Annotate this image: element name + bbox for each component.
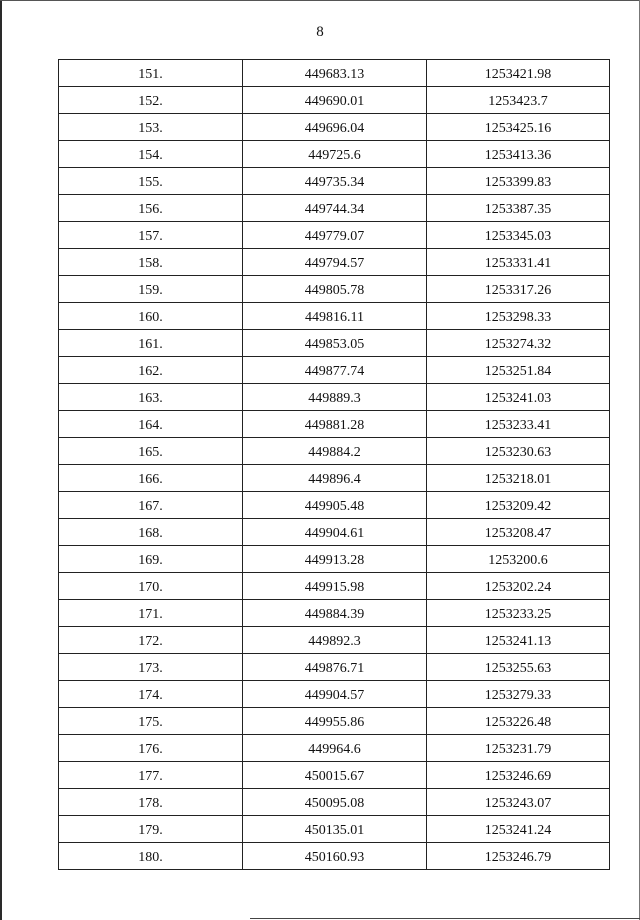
point-number-cell: 157. [59, 222, 243, 249]
table-row [59, 762, 610, 789]
y-coordinate-cell: 1253233.25 [427, 600, 610, 627]
x-coordinate-cell: 449881.28 [243, 411, 427, 438]
table-row [59, 681, 610, 708]
y-coordinate-cell: 1253421.98 [427, 60, 610, 87]
y-coordinate-cell: 1253274.32 [427, 330, 610, 357]
table-row [59, 168, 610, 195]
y-coordinate-cell: 1253251.84 [427, 357, 610, 384]
table-row [59, 519, 610, 546]
y-coordinate-cell: 1253345.03 [427, 222, 610, 249]
x-coordinate-cell: 449905.48 [243, 492, 427, 519]
y-coordinate-cell: 1253208.47 [427, 519, 610, 546]
table-row [59, 330, 610, 357]
table-row [59, 249, 610, 276]
point-number-cell: 152. [59, 87, 243, 114]
x-coordinate-cell: 449725.6 [243, 141, 427, 168]
point-number-cell: 154. [59, 141, 243, 168]
point-number-cell: 164. [59, 411, 243, 438]
table-row [59, 141, 610, 168]
x-coordinate-cell: 449915.98 [243, 573, 427, 600]
x-coordinate-cell: 449904.61 [243, 519, 427, 546]
y-coordinate-cell: 1253425.16 [427, 114, 610, 141]
x-coordinate-cell: 449955.86 [243, 708, 427, 735]
table-row [59, 303, 610, 330]
x-coordinate-cell: 449816.11 [243, 303, 427, 330]
point-number-cell: 173. [59, 654, 243, 681]
table-row [59, 708, 610, 735]
point-number-cell: 179. [59, 816, 243, 843]
x-coordinate-cell: 450135.01 [243, 816, 427, 843]
point-number-cell: 172. [59, 627, 243, 654]
x-coordinate-cell: 449683.13 [243, 60, 427, 87]
table-row [59, 222, 610, 249]
point-number-cell: 158. [59, 249, 243, 276]
point-number-cell: 155. [59, 168, 243, 195]
y-coordinate-cell: 1253255.63 [427, 654, 610, 681]
point-number-cell: 153. [59, 114, 243, 141]
point-number-cell: 176. [59, 735, 243, 762]
y-coordinate-cell: 1253243.07 [427, 789, 610, 816]
point-number-cell: 156. [59, 195, 243, 222]
x-coordinate-cell: 449889.3 [243, 384, 427, 411]
y-coordinate-cell: 1253218.01 [427, 465, 610, 492]
table-row [59, 438, 610, 465]
table-row [59, 411, 610, 438]
coordinates-table-body [59, 60, 610, 870]
table-row [59, 627, 610, 654]
x-coordinate-cell: 449794.57 [243, 249, 427, 276]
table-row [59, 384, 610, 411]
point-number-cell: 177. [59, 762, 243, 789]
y-coordinate-cell: 1253226.48 [427, 708, 610, 735]
point-number-cell: 175. [59, 708, 243, 735]
table-row [59, 195, 610, 222]
x-coordinate-cell: 449896.4 [243, 465, 427, 492]
point-number-cell: 168. [59, 519, 243, 546]
x-coordinate-cell: 449876.71 [243, 654, 427, 681]
point-number-cell: 161. [59, 330, 243, 357]
x-coordinate-cell: 449779.07 [243, 222, 427, 249]
table-row [59, 789, 610, 816]
table-row [59, 843, 610, 870]
y-coordinate-cell: 1253298.33 [427, 303, 610, 330]
point-number-cell: 160. [59, 303, 243, 330]
x-coordinate-cell: 449904.57 [243, 681, 427, 708]
table-row [59, 735, 610, 762]
scan-edge-left [0, 0, 2, 920]
y-coordinate-cell: 1253279.33 [427, 681, 610, 708]
table-row [59, 600, 610, 627]
table-row [59, 357, 610, 384]
point-number-cell: 169. [59, 546, 243, 573]
table-row [59, 465, 610, 492]
x-coordinate-cell: 449853.05 [243, 330, 427, 357]
y-coordinate-cell: 1253399.83 [427, 168, 610, 195]
x-coordinate-cell: 449877.74 [243, 357, 427, 384]
point-number-cell: 180. [59, 843, 243, 870]
y-coordinate-cell: 1253246.69 [427, 762, 610, 789]
table-row [59, 114, 610, 141]
point-number-cell: 159. [59, 276, 243, 303]
table-row [59, 87, 610, 114]
x-coordinate-cell: 449913.28 [243, 546, 427, 573]
x-coordinate-cell: 449892.3 [243, 627, 427, 654]
y-coordinate-cell: 1253423.7 [427, 87, 610, 114]
y-coordinate-cell: 1253241.03 [427, 384, 610, 411]
table-row [59, 492, 610, 519]
y-coordinate-cell: 1253230.63 [427, 438, 610, 465]
point-number-cell: 165. [59, 438, 243, 465]
x-coordinate-cell: 449735.34 [243, 168, 427, 195]
y-coordinate-cell: 1253202.24 [427, 573, 610, 600]
scan-edge-top [0, 0, 640, 1]
point-number-cell: 151. [59, 60, 243, 87]
point-number-cell: 162. [59, 357, 243, 384]
y-coordinate-cell: 1253200.6 [427, 546, 610, 573]
x-coordinate-cell: 450160.93 [243, 843, 427, 870]
y-coordinate-cell: 1253317.26 [427, 276, 610, 303]
x-coordinate-cell: 449884.2 [243, 438, 427, 465]
y-coordinate-cell: 1253241.13 [427, 627, 610, 654]
point-number-cell: 171. [59, 600, 243, 627]
point-number-cell: 174. [59, 681, 243, 708]
point-number-cell: 163. [59, 384, 243, 411]
y-coordinate-cell: 1253209.42 [427, 492, 610, 519]
y-coordinate-cell: 1253233.41 [427, 411, 610, 438]
table-row [59, 60, 610, 87]
x-coordinate-cell: 449884.39 [243, 600, 427, 627]
y-coordinate-cell: 1253246.79 [427, 843, 610, 870]
table-row [59, 276, 610, 303]
table-row [59, 816, 610, 843]
page-number: 8 [316, 24, 324, 40]
table-row [59, 546, 610, 573]
x-coordinate-cell: 449964.6 [243, 735, 427, 762]
y-coordinate-cell: 1253241.24 [427, 816, 610, 843]
coordinates-table [58, 59, 610, 870]
point-number-cell: 170. [59, 573, 243, 600]
x-coordinate-cell: 450015.67 [243, 762, 427, 789]
point-number-cell: 167. [59, 492, 243, 519]
x-coordinate-cell: 450095.08 [243, 789, 427, 816]
x-coordinate-cell: 449744.34 [243, 195, 427, 222]
table-row [59, 573, 610, 600]
point-number-cell: 166. [59, 465, 243, 492]
table-row [59, 654, 610, 681]
point-number-cell: 178. [59, 789, 243, 816]
y-coordinate-cell: 1253413.36 [427, 141, 610, 168]
y-coordinate-cell: 1253231.79 [427, 735, 610, 762]
x-coordinate-cell: 449805.78 [243, 276, 427, 303]
x-coordinate-cell: 449696.04 [243, 114, 427, 141]
scan-edge-bottom [250, 918, 640, 919]
y-coordinate-cell: 1253331.41 [427, 249, 610, 276]
x-coordinate-cell: 449690.01 [243, 87, 427, 114]
y-coordinate-cell: 1253387.35 [427, 195, 610, 222]
